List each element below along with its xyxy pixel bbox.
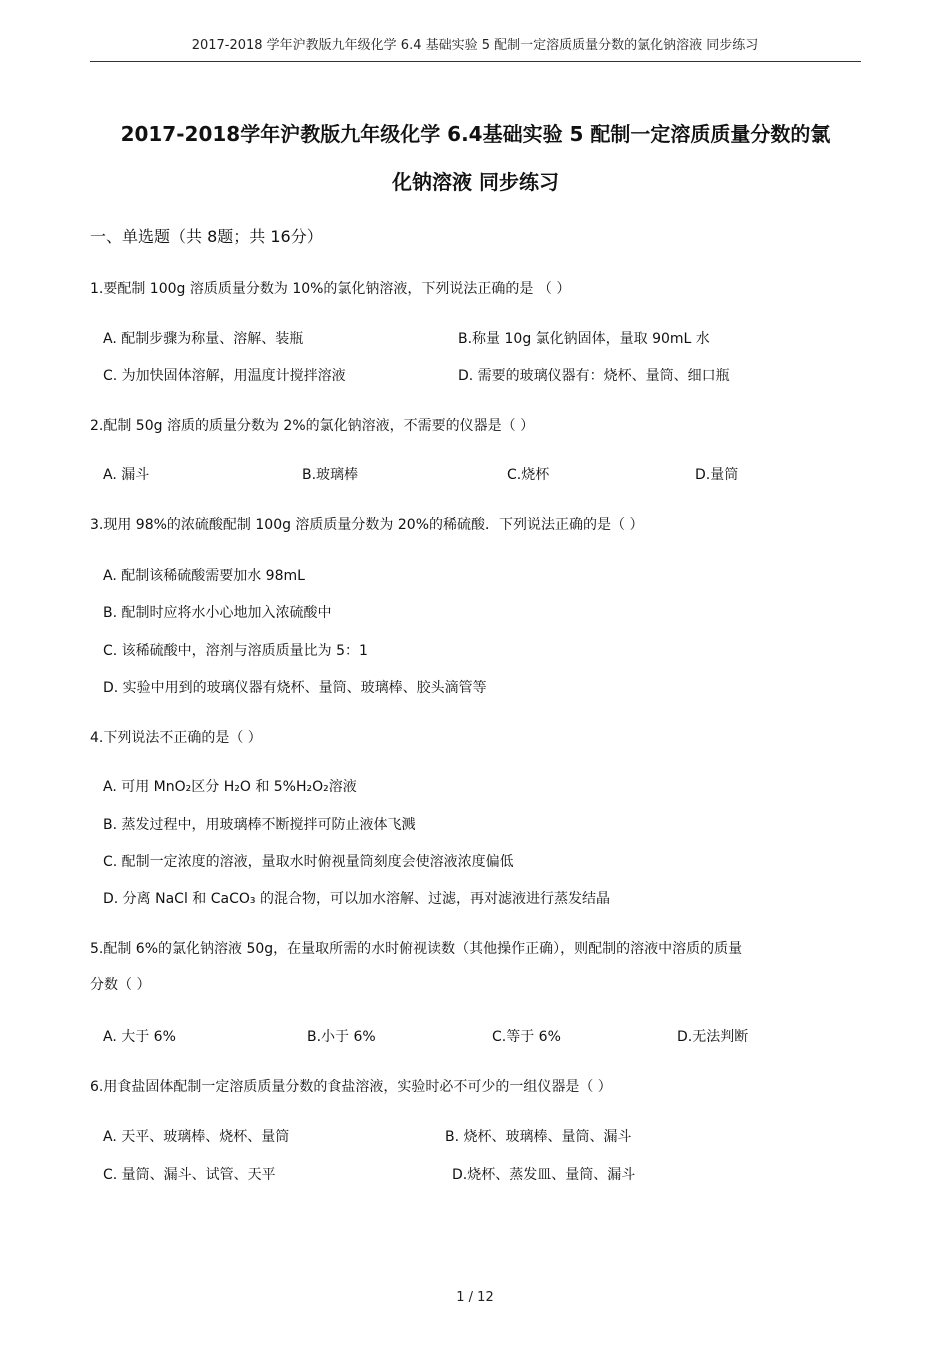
question-4-option-d: D. 分离 NaCl 和 CaCO₃ 的混合物，可以加水溶解、过滤，再对滤液进行蒸发结晶 — [103, 891, 610, 907]
question-4-stem: 4.下列说法不正确的是（ ） — [90, 730, 262, 746]
section-heading: 一、单选题（共 8题；共 16分） — [90, 227, 323, 246]
question-5-option-a: A. 大于 6% — [103, 1029, 176, 1045]
question-6-option-b: B. 烧杯、玻璃棒、量筒、漏斗 — [445, 1129, 632, 1145]
question-5-stem-line-1: 5.配制 6%的氯化钠溶液 50g，在量取所需的水时俯视读数（其他操作正确），则配制的溶液中溶质的质量 — [90, 941, 743, 957]
question-2-option-b: B.玻璃棒 — [302, 467, 359, 483]
question-5-option-d: D.无法判断 — [677, 1029, 749, 1045]
question-6-stem: 6.用食盐固体配制一定溶质质量分数的食盐溶液，实验时必不可少的一组仪器是（ ） — [90, 1079, 612, 1095]
question-5-stem-line-2: 分数（ ） — [90, 977, 151, 993]
question-3-option-b: B. 配制时应将水小心地加入浓硫酸中 — [103, 605, 332, 621]
question-2-option-c: C.烧杯 — [507, 467, 550, 483]
page-number: 1 / 12 — [456, 1290, 494, 1305]
question-1-option-c: C. 为加快固体溶解，用温度计搅拌溶液 — [103, 368, 346, 384]
question-3-option-c: C. 该稀硫酸中，溶剂与溶质质量比为 5：1 — [103, 643, 368, 659]
question-1-option-b: B.称量 10g 氯化钠固体，量取 90mL 水 — [458, 331, 710, 347]
question-6-option-c: C. 量筒、漏斗、试管、天平 — [103, 1167, 276, 1183]
question-2-option-d: D.量筒 — [695, 467, 739, 483]
document-title-line-2: 化钠溶液 同步练习 — [392, 170, 559, 194]
question-4-option-a: A. 可用 MnO₂区分 H₂O 和 5%H₂O₂溶液 — [103, 779, 357, 795]
question-6-option-a: A. 天平、玻璃棒、烧杯、量筒 — [103, 1129, 290, 1145]
question-3-option-a: A. 配制该稀硫酸需要加水 98mL — [103, 568, 305, 584]
question-5-option-b: B.小于 6% — [307, 1029, 376, 1045]
question-3-stem: 3.现用 98%的浓硫酸配制 100g 溶质质量分数为 20%的稀硫酸．下列说法正确的是（ ） — [90, 517, 644, 533]
question-1-option-a: A. 配制步骤为称量、溶解、装瓶 — [103, 331, 304, 347]
question-3-option-d: D. 实验中用到的玻璃仪器有烧杯、量筒、玻璃棒、胶头滴管等 — [103, 680, 487, 696]
question-2-option-a: A. 漏斗 — [103, 467, 150, 483]
question-6-option-d: D.烧杯、蒸发皿、量筒、漏斗 — [452, 1167, 636, 1183]
question-1-option-d: D. 需要的玻璃仪器有：烧杯、量筒、细口瓶 — [458, 368, 730, 384]
question-1-stem: 1.要配制 100g 溶质质量分数为 10%的氯化钠溶液，下列说法正确的是 （ ） — [90, 281, 571, 297]
question-5-option-c: C.等于 6% — [492, 1029, 561, 1045]
question-2-stem: 2.配制 50g 溶质的质量分数为 2%的氯化钠溶液，不需要的仪器是（ ） — [90, 418, 535, 434]
question-4-option-c: C. 配制一定浓度的溶液，量取水时俯视量筒刻度会使溶液浓度偏低 — [103, 854, 514, 870]
question-4-option-b: B. 蒸发过程中，用玻璃棒不断搅拌可防止液体飞溅 — [103, 817, 416, 833]
document-title-line-1: 2017-2018学年沪教版九年级化学 6.4基础实验 5 配制一定溶质质量分数的氯 — [120, 122, 831, 146]
header-rule — [90, 61, 861, 62]
running-header: 2017-2018 学年沪教版九年级化学 6.4 基础实验 5 配制一定溶质质量分数的氯化钠溶液 同步练习 — [191, 38, 759, 53]
